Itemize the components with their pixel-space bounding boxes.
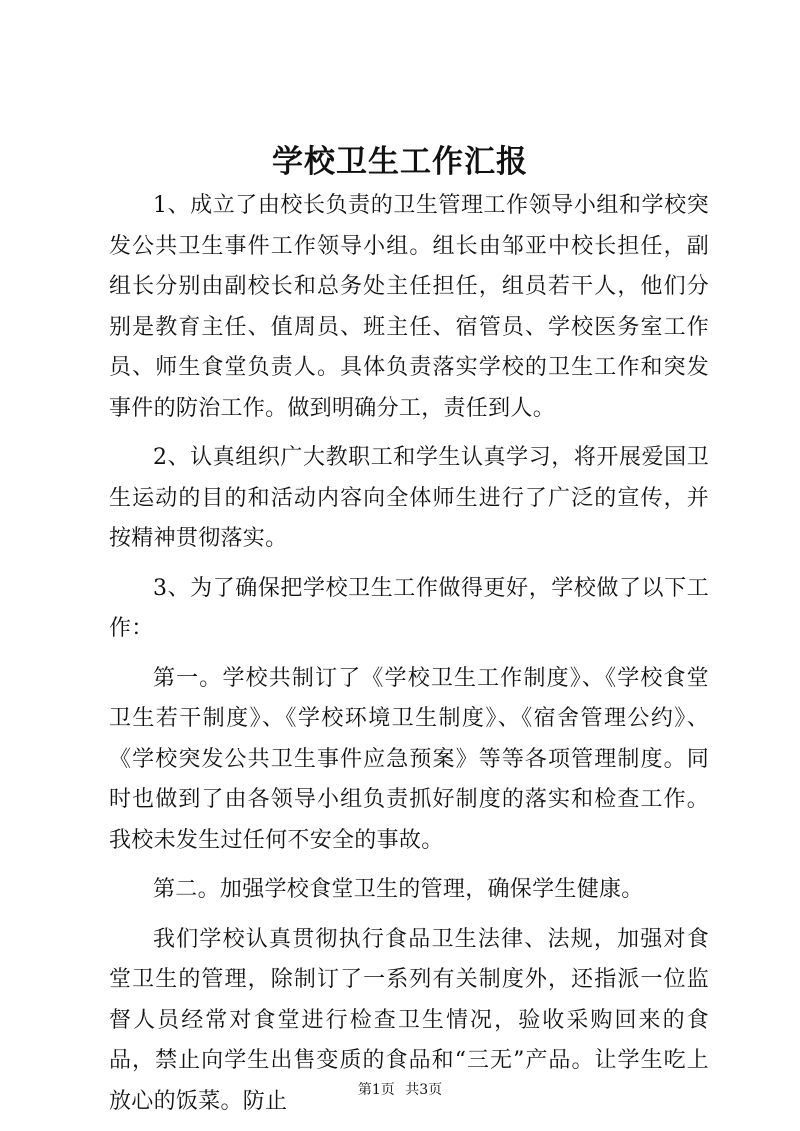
paragraph-1: 1、成立了由校长负责的卫生管理工作领导小组和学校突发公共卫生事件工作领导小组。组长由邹亚中校长担任，副组长分别由副校长和总务处主任担任，组员若干人，他们分别是教育主任、值周员、班主任、宿管员、学校医务室工作员、师生食堂负责人。具体负责落实学校的卫生工作和突发事件的防治工作。做到明确分工，责任到人。 (109, 193, 709, 421)
paragraph-3: 3、为了确保把学校卫生工作做得更好，学校做了以下工作： (109, 575, 709, 641)
page-number-total: 共3页 (405, 1082, 443, 1098)
paragraph-2: 2、认真组织广大教职工和学生认真学习，将开展爱国卫生运动的目的和活动内容向全体师生进行了广泛的宣传，并按精神贯彻落实。 (109, 445, 709, 551)
document-body (109, 186, 709, 1131)
paragraph-4: 第一。学校共制订了《学校卫生工作制度》、《学校食堂卫生若干制度》、《学校环境卫生制度》、《宿舍管理公约》、《学校突发公共卫生事件应急预案》等等各项管理制度。同时也做到了由各领导小组负责抓好制度的落实和检查工作。我校未发生过任何不安全的事故。 (109, 665, 709, 853)
paragraph-6: 我们学校认真贯彻执行食品卫生法律、法规，加强对食堂卫生的管理，除制订了一系列有关制度外，还指派一位监督人员经常对食堂进行检查卫生情况，验收采购回来的食品，禁止向学生出售变质的食品和“三无”产品。让学生吃上放心的饭菜。防止 (109, 926, 709, 1114)
paragraph-5: 第二。加强学校食堂卫生的管理，确保学生健康。 (153, 877, 644, 902)
page-number-current: 第1页 (357, 1082, 395, 1098)
document-title: 学校卫生工作汇报 (272, 144, 528, 180)
page-footer (0, 1080, 800, 1100)
